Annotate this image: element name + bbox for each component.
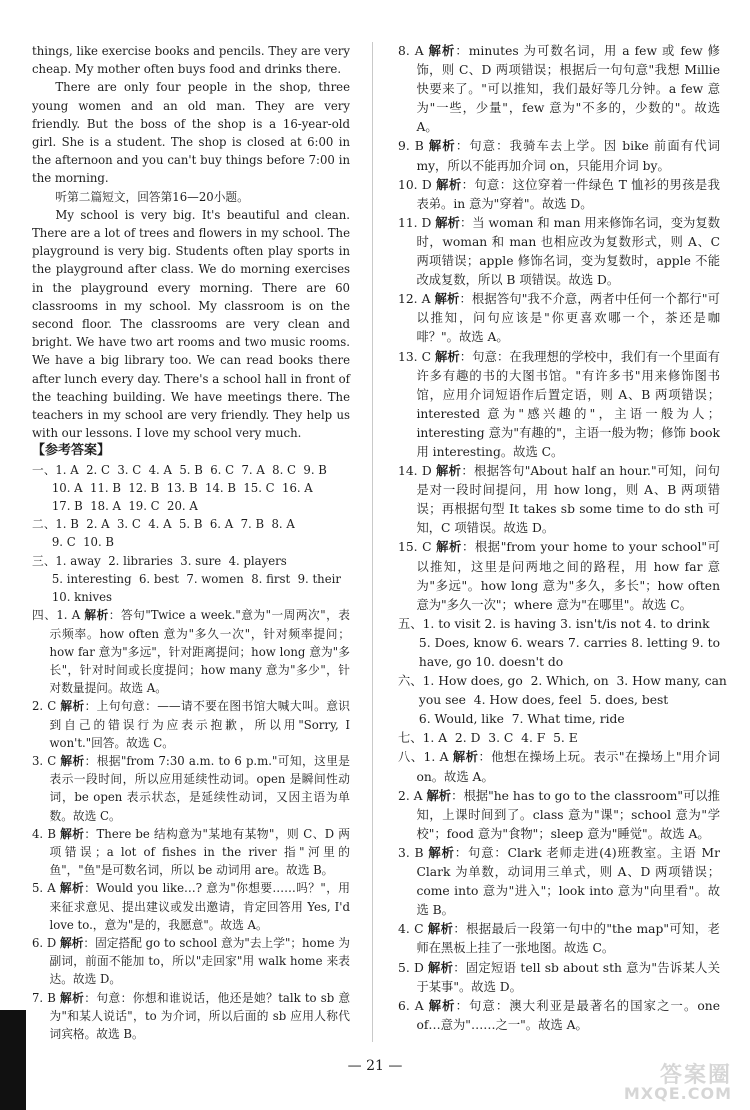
- item-keyword: 解析: [436, 177, 462, 192]
- item-keyword: 解析: [452, 750, 479, 765]
- item-text: ：根据"from 7:30 a.m. to 6 p.m."可知，这里是表示一段时间，所以应用延续性动词。open 是瞬间性动词，be open 表示状态，是延续性动词，又因主语为单数。故选 C。: [49, 753, 350, 823]
- item-keyword: 解析: [60, 990, 85, 1005]
- watermark-logo: [598, 1058, 736, 1104]
- passage-text: My school is very big. It's beautiful and clean. There are a lot of trees and flowers in my school. The playground is very big. Students often play sports in the playground after class. We do morning exercises in the playground every morning. There are 60 classrooms in my school. My classroom is on the second floor. The classrooms are very clean and bright. We have two art rooms and two music rooms. We have a big library too. We can read books there after lunch every day. There's a school hall in front of the teaching building. We have meetings there. The teachers in my school are very friendly. They help us with our lessons. I love my school very much.: [32, 207, 350, 441]
- explanation-item: [398, 748, 720, 786]
- item-answer: 3. B: [398, 845, 429, 860]
- item-answer: 2. C: [32, 699, 61, 714]
- item-answer: 5. D: [398, 960, 429, 975]
- item-keyword: 解析: [436, 464, 462, 479]
- explanation-item: [32, 697, 350, 752]
- answer-sec7-line1: 七、1. A 2. D 3. C 4. F 5. E: [398, 731, 578, 746]
- column-divider: [372, 42, 373, 1042]
- item-text: ：根据最后一段第一句中的"the map"可知，老师在黑板上挂了一张地图。故选 C。: [416, 922, 720, 956]
- item-answer: 6. D: [32, 935, 60, 950]
- item-answer: 10. D: [398, 177, 437, 192]
- answer-sec5-line2: 5. Does, know 6. wears 7. carries 8. letting 9. to have, go 10. doesn't do: [418, 635, 720, 669]
- item-keyword: 解析: [59, 881, 85, 896]
- explanation-item: [398, 787, 720, 844]
- explanation-list-sec4-right: [398, 42, 720, 615]
- item-keyword: 解析: [428, 845, 455, 860]
- watermark-logo-text: 答案圈: [659, 1063, 732, 1088]
- item-keyword: 解析: [428, 998, 456, 1013]
- item-keyword: 解析: [60, 699, 85, 714]
- item-answer: 14. D: [398, 464, 436, 479]
- answer-sec6-line2: you see 4. How does, feel 5. does, best: [418, 693, 669, 708]
- answer-sec1-line2: 10. A 11. B 12. B 13. B 14. B 15. C 16. A: [51, 480, 313, 495]
- explanation-item: [32, 825, 350, 880]
- listening-text-para-2: There are only four people in the shop, three young women and an old man. They are very friendly. But the boss of the shop is a 16-year-old girl. She is a student. The shop is closed at 6:00 in the afternoon and you can't buy things before 7:00 in the morning.: [32, 80, 350, 186]
- item-text: ：根据答句"我不介意，两者中任何一个都行"可以推知，问句应该是"你更喜欢哪一个，茶还是咖啡？"。故选 A。: [416, 292, 720, 345]
- left-column: [32, 42, 350, 1043]
- item-text: ：minutes 为可数名词，用 a few 或 few 修饰，则 C、D 两项错误；根据后一句句意"我想 Millie 快要来了。"可以推知，我们最好等几分钟。a few 意为"一些，少量"，few 意为"不多的，少数的"。故选 A。: [416, 44, 720, 135]
- item-answer: 11. D: [398, 215, 436, 230]
- item-text: ：固定短语 tell sb about sth 意为"告诉某人关于某事"。故选 D。: [416, 960, 720, 994]
- explanation-item: [398, 214, 720, 290]
- item-text: ：根据"from your home to your school"可以推知，这里是问两地之间的路程，用 how far 意为"多远"。how long 意为"多久，多长"；how often 意为"多久一次"；where 意为"在哪里"。故选 C。: [416, 540, 720, 612]
- explanation-item: [32, 606, 350, 697]
- explanation-item: [398, 462, 720, 538]
- item-text: ：句意：Clark 老师走进(4)班教室。主语 Mr Clark 为单数，动词用三单式，则 A、D 两项错误；come into 意为"进入"；look into 意为"向里看"。故选 B。: [416, 845, 720, 918]
- item-text: ：句意：这位穿着一件绿色 T 恤衫的男孩是我表弟。in 意为"穿着"。故选 D。: [416, 177, 720, 211]
- item-keyword: 解析: [60, 935, 84, 950]
- passage-heading: 听第二篇短文，回答第16—20小题。: [55, 189, 249, 204]
- explanation-item: [398, 844, 720, 920]
- item-text: ：固定搭配 go to school 意为"去上学"；home 为副词，前面不能加 to，所以"走回家"用 walk home 来表达。故选 D。: [49, 935, 350, 987]
- item-answer: 四、1. A: [32, 608, 85, 623]
- item-text: ：他想在操场上玩。表示"在操场上"用介词 on。故选 A。: [416, 750, 720, 784]
- explanation-list-sec4-left: [32, 606, 350, 1043]
- item-text: ：句意：在我理想的学校中，我们有一个里面有许多有趣的书的大图书馆。"有许多书"用来修饰图书馆，应用介词短语作后置定语，则 A、B 两项错误；interested 意为"感兴趣的"，主语一般为人；interesting 意为"有趣的"，主语一般为物；修饰 book 用 interesting。故选 C。: [416, 349, 720, 459]
- explanation-item: [32, 879, 350, 934]
- explanation-list-sec8: [398, 748, 720, 1034]
- item-keyword: 解析: [434, 292, 460, 307]
- item-answer: 9. B: [398, 139, 429, 154]
- right-column: [398, 42, 727, 1035]
- item-answer: 6. A: [398, 998, 429, 1013]
- answer-sec5-line1: 五、1. to visit 2. is having 3. isn't/is not 4. to drink: [398, 616, 710, 631]
- item-text: ：句意：你想和谁说话，他还是她？talk to sb 意为"和某人说话"，to 为介词，所以后面的 sb 应用人称代词宾格。故选 B。: [49, 990, 351, 1041]
- explanation-item: [398, 290, 720, 347]
- item-answer: 7. B: [32, 990, 61, 1005]
- explanation-item: [398, 137, 720, 175]
- answer-sec2-line1: 二、1. B 2. A 3. C 4. A 5. B 6. A 7. B 8. A: [32, 517, 295, 532]
- item-keyword: 解析: [435, 215, 460, 230]
- item-answer: 3. C: [32, 753, 61, 768]
- explanation-item: [398, 42, 720, 137]
- item-text: ：上句句意：——请不要在图书馆大喊大叫。意识到自己的错误行为应表示抱歉，所以用"Sorry, I won't."回答。故选 C。: [49, 699, 350, 750]
- item-keyword: 解析: [434, 349, 460, 364]
- answer-sec3-line2: 5. interesting 6. best 7. women 8. first 9. their: [51, 571, 341, 586]
- item-text: ：句意：我骑车去上学。因 bike 前面有代词 my，所以不能再加介词 on，只能用介词 by。: [416, 139, 720, 173]
- answer-sec6-line1: 六、1. How does, go 2. Which, on 3. How many, can: [398, 674, 727, 689]
- item-answer: 13. C: [398, 349, 435, 364]
- item-keyword: 解析: [428, 139, 456, 154]
- item-answer: 2. A: [398, 788, 427, 803]
- explanation-item: [398, 997, 720, 1035]
- item-keyword: 解析: [60, 753, 85, 768]
- explanation-item: [398, 538, 720, 614]
- item-keyword: 解析: [427, 922, 454, 937]
- explanation-item: [32, 934, 350, 989]
- answer-sec2-line2: 9. C 10. B: [51, 535, 115, 550]
- explanation-item: [32, 989, 350, 1044]
- answer-sec6-line3: 6. Would, like 7. What time, ride: [418, 712, 625, 727]
- answer-sec3-line3: 10. knives: [51, 590, 113, 605]
- page-number: — 21 —: [347, 1058, 403, 1074]
- item-keyword: 解析: [426, 788, 452, 803]
- item-text: ：根据答句"About half an hour."可知，问句是对一段时间提问，用 how long，则 A、B 两项错误；再根据句型 It takes sb some time to do sth 可知，C 项错误。故选 D。: [416, 464, 720, 536]
- item-text: ：根据"he has to go to the classroom"可以推知，上课时间到了。class 意为"课"；school 意为"学校"；food 意为"食物"；sleep 意为"睡觉"。故选 A。: [416, 788, 720, 841]
- item-text: ：There be 结构意为"某地有某物"，则 C、D 两项错误；a lot of fishes in the river 指"河里的鱼"，"鱼"是可数名词，所以 be 动词用 are。故选 B。: [49, 826, 350, 878]
- item-keyword: 解析: [428, 960, 454, 975]
- item-answer: 4. C: [398, 922, 428, 937]
- watermark-site-text: MXQE.COM: [623, 1084, 732, 1103]
- explanation-item: [398, 176, 720, 214]
- item-answer: 12. A: [398, 292, 435, 307]
- listening-text-para-1: things, like exercise books and pencils. They are very cheap. My mother often buys food and drinks there.: [32, 44, 350, 77]
- item-text: ：当 woman 和 man 用来修饰名词，变为复数时，woman 和 man 也相应改为复数形式，则 A、C 两项错误；apple 修饰名词，变为复数时，apple 不能改成复数，所以 B 项错误。故选 D。: [416, 215, 720, 288]
- item-answer: 八、1. A: [398, 750, 453, 765]
- explanation-item: [398, 348, 720, 463]
- item-answer: 15. C: [398, 540, 437, 555]
- item-text: ：答句"Twice a week."意为"一周两次"，表示频率。how often 意为"多久一次"，针对频率提问；how far 意为"多远"，针对距离提问；how long 意为"多长"，针对时间或长度提问；how many 意为"多少"，针对数量提问。故选 A。: [49, 608, 350, 696]
- explanation-item: [398, 959, 720, 997]
- answer-heading: 【参考答案】: [32, 443, 111, 459]
- item-text: ：Would you like…? 意为"你想要……吗？"，用来征求意见、提出建议或发出邀请，肯定回答用 Yes, I'd love to.，意为"是的，我愿意"。故选 A。: [49, 881, 350, 932]
- answer-sec1-line1: 一、1. A 2. C 3. C 4. A 5. B 6. C 7. A 8. C 9. B: [32, 462, 327, 477]
- item-keyword: 解析: [60, 826, 85, 841]
- explanation-item: [32, 752, 350, 825]
- item-answer: 8. A: [398, 44, 429, 58]
- item-text: ：句意：澳大利亚是最著名的国家之一。one of…意为"……之一"。故选 A。: [416, 998, 720, 1032]
- answer-sec1-line3: 17. B 18. A 19. C 20. A: [51, 499, 198, 514]
- explanation-item: [398, 920, 720, 958]
- answer-sec3-line1: 三、1. away 2. libraries 3. sure 4. players: [32, 553, 287, 568]
- item-answer: 5. A: [32, 881, 60, 896]
- item-keyword: 解析: [436, 540, 462, 555]
- item-keyword: 解析: [84, 608, 109, 623]
- item-answer: 4. B: [32, 826, 61, 841]
- item-keyword: 解析: [428, 44, 456, 58]
